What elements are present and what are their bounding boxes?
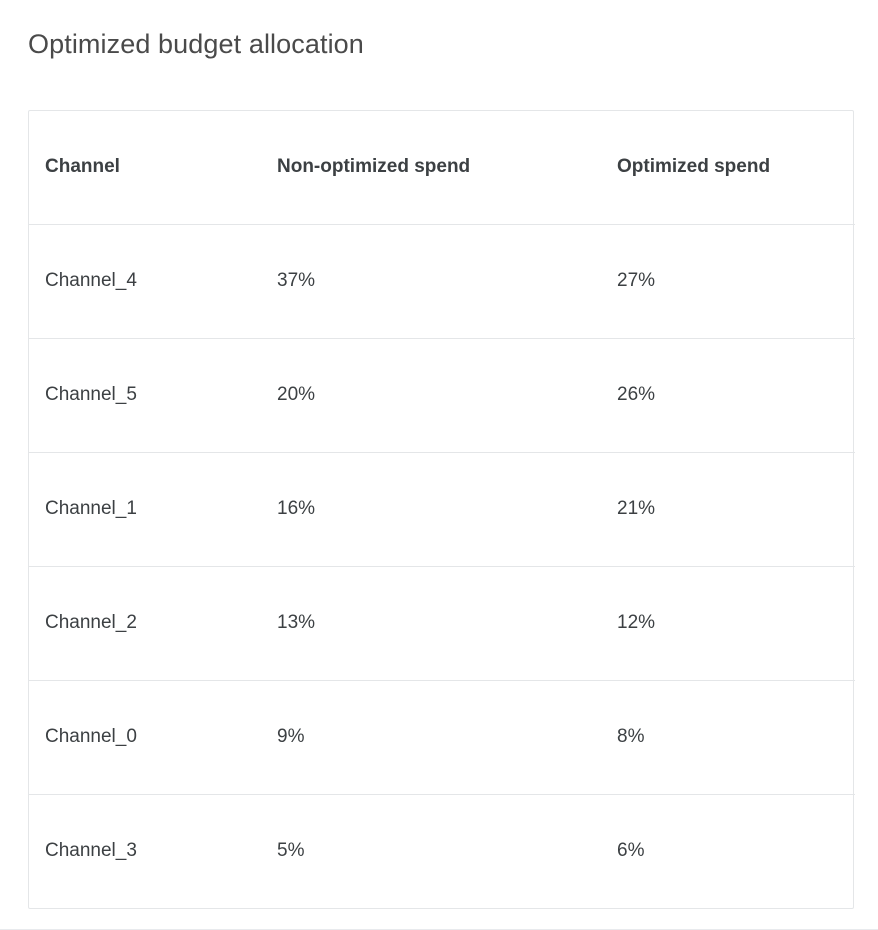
cell-non-optimized-spend: 37% <box>261 224 601 338</box>
cell-channel: Channel_1 <box>29 452 261 566</box>
table-row <box>29 680 855 794</box>
cell-non-optimized-spend: 16% <box>261 452 601 566</box>
cell-channel: Channel_0 <box>29 680 261 794</box>
cell-optimized-spend: 12% <box>601 566 855 680</box>
cell-channel: Channel_5 <box>29 338 261 452</box>
column-header-channel: Channel <box>29 111 261 224</box>
cell-non-optimized-spend: 5% <box>277 840 305 862</box>
table-row <box>29 338 855 452</box>
cell-optimized-spend: 6% <box>617 840 645 862</box>
table-row <box>29 566 855 680</box>
cell-non-optimized-spend: 9% <box>261 680 601 794</box>
cell-optimized-spend: 26% <box>601 338 855 452</box>
budget-allocation-table-container <box>28 110 854 909</box>
table-row <box>29 794 855 908</box>
cell-non-optimized-spend: 20% <box>261 338 601 452</box>
cell-channel: Channel_3 <box>45 840 137 862</box>
column-header-optimized-spend: Optimized spend <box>601 111 855 224</box>
table-row <box>29 224 855 338</box>
cell-optimized-spend: 8% <box>601 680 855 794</box>
table-header-row <box>29 111 855 224</box>
table-body <box>29 224 855 908</box>
cell-channel: Channel_4 <box>29 224 261 338</box>
cell-channel: Channel_2 <box>29 566 261 680</box>
page-title: Optimized budget allocation <box>28 29 364 59</box>
budget-allocation-table <box>29 111 855 908</box>
table-header <box>29 111 855 224</box>
cell-non-optimized-spend: 13% <box>261 566 601 680</box>
cell-optimized-spend: 21% <box>601 452 855 566</box>
cell-optimized-spend: 27% <box>601 224 855 338</box>
table-row <box>29 452 855 566</box>
column-header-non-optimized-spend: Non-optimized spend <box>261 111 601 224</box>
